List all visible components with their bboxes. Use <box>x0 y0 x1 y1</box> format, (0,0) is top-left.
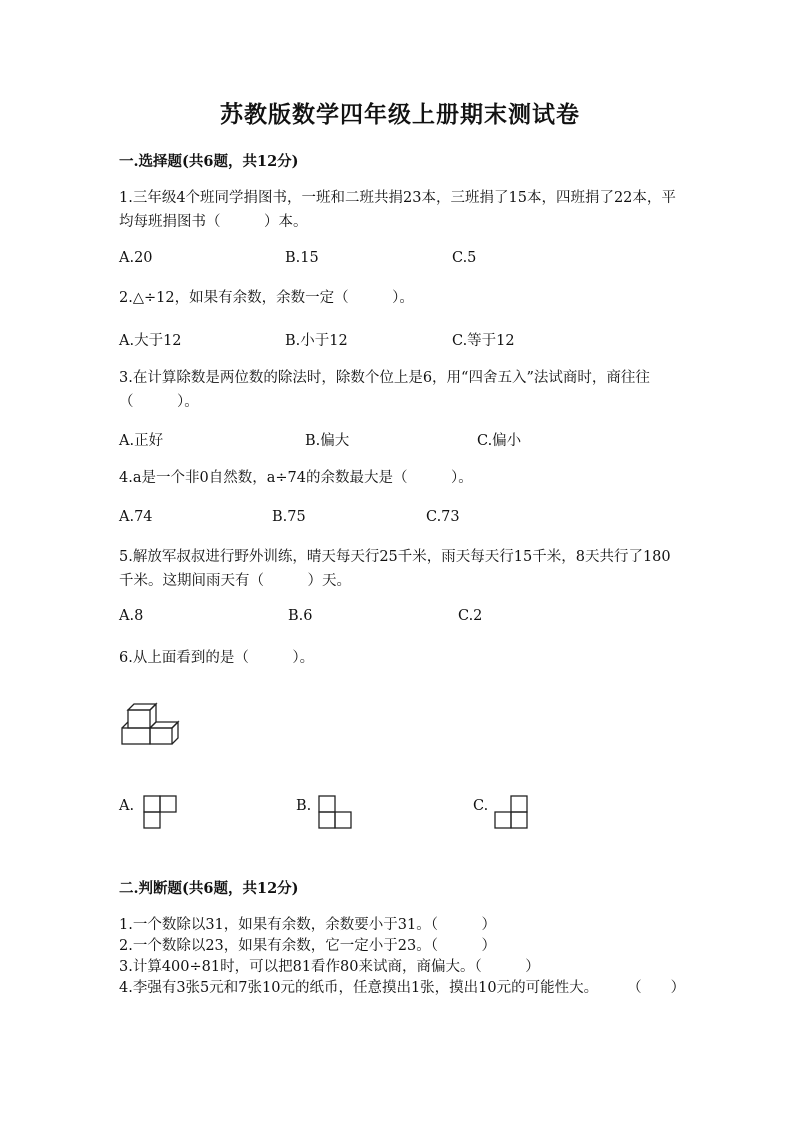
q5-option-b: B.6 <box>288 608 313 624</box>
q4-option-a: A.74 <box>119 509 153 525</box>
q3-option-b: B.偏大 <box>305 433 350 449</box>
q6-option-b-view <box>318 795 354 829</box>
question-5: 5.解放军叔叔进行野外训练，晴天每天行25千米，雨天每天行15千米，8天共行了180千米。这期间雨天有（ ）天。 <box>119 549 671 589</box>
section-heading-judgment: 二.判断题(共6题，共12分) <box>119 880 299 897</box>
q6-option-c: C. <box>473 798 489 814</box>
q3-option-c: C.偏小 <box>477 433 522 449</box>
question-6: 6.从上面看到的是（ ）。 <box>119 650 315 666</box>
question-3: 3.在计算除数是两位数的除法时，除数个位上是6，用“四舍五入”法试商时，商往往（ ）。 <box>119 370 650 410</box>
q1-option-b: B.15 <box>285 250 319 266</box>
q2-option-b: B.小于12 <box>285 333 348 349</box>
judgment-item-3: 3.计算400÷81时，可以把81看作80来试商，商偏大。（ ） <box>119 959 540 975</box>
q5-option-c: C.2 <box>458 608 483 624</box>
q1-option-a: A.20 <box>119 250 153 266</box>
section-heading-choice: 一.选择题(共6题，共12分) <box>119 153 299 170</box>
q2-option-c: C.等于12 <box>452 333 515 349</box>
q6-option-a: A. <box>119 798 135 814</box>
q6-option-a-view <box>143 795 179 829</box>
q6-option-c-view <box>494 795 530 829</box>
q6-option-b: B. <box>296 798 312 814</box>
cube-figure <box>118 700 182 748</box>
q3-option-a: A.正好 <box>119 433 164 449</box>
question-1: 1.三年级4个班同学捐图书，一班和二班共捐23本，三班捐了15本，四班捐了22本，平均每班捐图书（ ）本。 <box>119 190 676 230</box>
q4-option-b: B.75 <box>272 509 306 525</box>
q5-option-a: A.8 <box>119 608 144 624</box>
q4-option-c: C.73 <box>426 509 460 525</box>
judgment-item-1: 1.一个数除以31，如果有余数，余数要小于31。（ ） <box>119 917 496 933</box>
page-title: 苏教版数学四年级上册期末测试卷 <box>220 101 580 128</box>
question-4: 4.a是一个非0自然数，a÷74的余数最大是（ ）。 <box>119 470 473 486</box>
question-2: 2.△÷12，如果有余数，余数一定（ ）。 <box>119 290 414 306</box>
q1-option-c: C.5 <box>452 250 477 266</box>
judgment-item-4: 4.李强有3张5元和7张10元的纸币，任意摸出1张，摸出10元的可能性大。 （ ） <box>119 980 686 996</box>
judgment-item-2: 2.一个数除以23，如果有余数，它一定小于23。（ ） <box>119 938 496 954</box>
q2-option-a: A.大于12 <box>119 333 182 349</box>
